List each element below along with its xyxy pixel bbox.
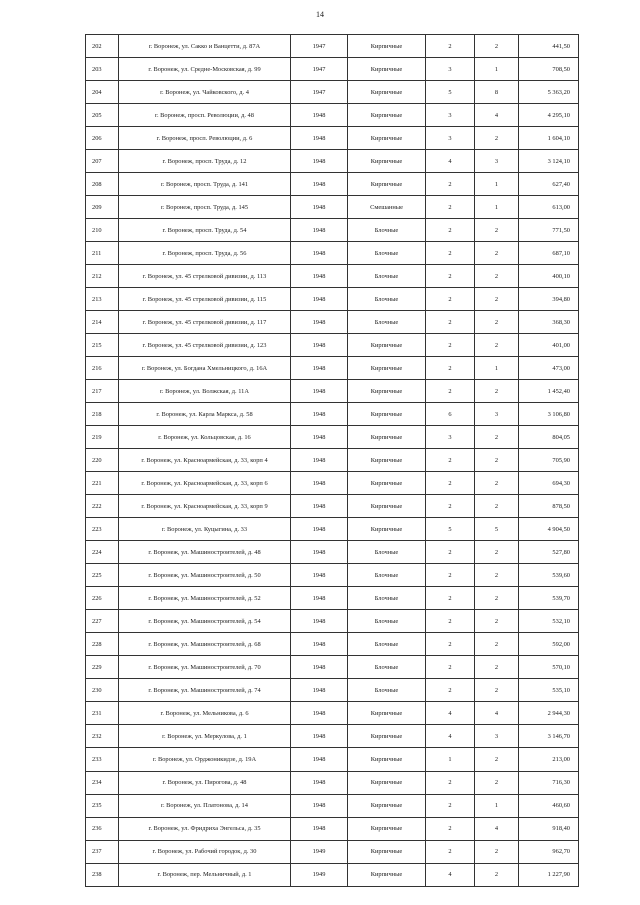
row-number-cell: 219 bbox=[86, 426, 119, 449]
wall-material-cell: Кирпичные bbox=[348, 863, 426, 886]
cost-cell: 4 295,10 bbox=[519, 104, 579, 127]
floors-cell: 2 bbox=[426, 771, 475, 794]
floors-cell: 2 bbox=[426, 380, 475, 403]
wall-material-cell: Кирпичные bbox=[348, 748, 426, 771]
table-row bbox=[86, 403, 579, 426]
table-row bbox=[86, 242, 579, 265]
year-cell: 1948 bbox=[291, 357, 348, 380]
year-cell: 1948 bbox=[291, 403, 348, 426]
address-cell: г. Воронеж, ул. Платонова, д. 14 bbox=[119, 794, 291, 817]
year-cell: 1948 bbox=[291, 817, 348, 840]
table-row bbox=[86, 288, 579, 311]
year-cell: 1949 bbox=[291, 863, 348, 886]
floors-cell: 3 bbox=[426, 104, 475, 127]
wall-material-cell: Кирпичные bbox=[348, 817, 426, 840]
entrances-cell: 3 bbox=[475, 725, 519, 748]
address-cell: г. Воронеж, ул. Мельникова, д. 6 bbox=[119, 702, 291, 725]
year-cell: 1948 bbox=[291, 748, 348, 771]
floors-cell: 2 bbox=[426, 288, 475, 311]
wall-material-cell: Блочные bbox=[348, 311, 426, 334]
cost-cell: 3 124,10 bbox=[519, 150, 579, 173]
wall-material-cell: Кирпичные bbox=[348, 150, 426, 173]
entrances-cell: 2 bbox=[475, 495, 519, 518]
entrances-cell: 4 bbox=[475, 104, 519, 127]
floors-cell: 2 bbox=[426, 311, 475, 334]
cost-cell: 460,60 bbox=[519, 794, 579, 817]
floors-cell: 2 bbox=[426, 633, 475, 656]
table-row bbox=[86, 794, 579, 817]
year-cell: 1948 bbox=[291, 541, 348, 564]
entrances-cell: 2 bbox=[475, 587, 519, 610]
address-cell: г. Воронеж, ул. Пирогова, д. 48 bbox=[119, 771, 291, 794]
floors-cell: 4 bbox=[426, 702, 475, 725]
row-number-cell: 234 bbox=[86, 771, 119, 794]
year-cell: 1948 bbox=[291, 380, 348, 403]
row-number-cell: 217 bbox=[86, 380, 119, 403]
table-row bbox=[86, 633, 579, 656]
entrances-cell: 2 bbox=[475, 288, 519, 311]
address-cell: г. Воронеж, ул. Сакко и Ванцетти, д. 87А bbox=[119, 35, 291, 58]
wall-material-cell: Кирпичные bbox=[348, 794, 426, 817]
entrances-cell: 3 bbox=[475, 403, 519, 426]
cost-cell: 535,10 bbox=[519, 679, 579, 702]
table-row bbox=[86, 863, 579, 886]
cost-cell: 1 604,10 bbox=[519, 127, 579, 150]
cost-cell: 368,30 bbox=[519, 311, 579, 334]
address-cell: г. Воронеж, ул. Волжская, д. 11А bbox=[119, 380, 291, 403]
year-cell: 1948 bbox=[291, 472, 348, 495]
entrances-cell: 4 bbox=[475, 817, 519, 840]
table-row bbox=[86, 104, 579, 127]
entrances-cell: 2 bbox=[475, 610, 519, 633]
row-number-cell: 203 bbox=[86, 58, 119, 81]
entrances-cell: 2 bbox=[475, 449, 519, 472]
row-number-cell: 210 bbox=[86, 219, 119, 242]
year-cell: 1948 bbox=[291, 610, 348, 633]
wall-material-cell: Кирпичные bbox=[348, 771, 426, 794]
row-number-cell: 224 bbox=[86, 541, 119, 564]
row-number-cell: 238 bbox=[86, 863, 119, 886]
table-row bbox=[86, 219, 579, 242]
table-row bbox=[86, 495, 579, 518]
floors-cell: 2 bbox=[426, 242, 475, 265]
row-number-cell: 220 bbox=[86, 449, 119, 472]
wall-material-cell: Кирпичные bbox=[348, 58, 426, 81]
year-cell: 1948 bbox=[291, 449, 348, 472]
cost-cell: 1 452,40 bbox=[519, 380, 579, 403]
address-cell: г. Воронеж, ул. Машиностроителей, д. 68 bbox=[119, 633, 291, 656]
table-row bbox=[86, 725, 579, 748]
year-cell: 1948 bbox=[291, 311, 348, 334]
table-row bbox=[86, 173, 579, 196]
floors-cell: 2 bbox=[426, 35, 475, 58]
table-row bbox=[86, 679, 579, 702]
floors-cell: 5 bbox=[426, 81, 475, 104]
wall-material-cell: Кирпичные bbox=[348, 472, 426, 495]
row-number-cell: 215 bbox=[86, 334, 119, 357]
cost-cell: 3 106,80 bbox=[519, 403, 579, 426]
entrances-cell: 2 bbox=[475, 219, 519, 242]
floors-cell: 5 bbox=[426, 518, 475, 541]
address-cell: г. Воронеж, ул. Красноармейская, д. 33, корп 9 bbox=[119, 495, 291, 518]
wall-material-cell: Блочные bbox=[348, 541, 426, 564]
cost-cell: 4 904,50 bbox=[519, 518, 579, 541]
cost-cell: 918,40 bbox=[519, 817, 579, 840]
entrances-cell: 1 bbox=[475, 794, 519, 817]
entrances-cell: 2 bbox=[475, 679, 519, 702]
year-cell: 1948 bbox=[291, 518, 348, 541]
entrances-cell: 2 bbox=[475, 633, 519, 656]
wall-material-cell: Блочные bbox=[348, 242, 426, 265]
year-cell: 1948 bbox=[291, 633, 348, 656]
address-cell: г. Воронеж, ул. Фридриха Энгельса, д. 35 bbox=[119, 817, 291, 840]
year-cell: 1948 bbox=[291, 104, 348, 127]
wall-material-cell: Кирпичные bbox=[348, 725, 426, 748]
floors-cell: 2 bbox=[426, 472, 475, 495]
cost-cell: 1 227,90 bbox=[519, 863, 579, 886]
cost-cell: 716,30 bbox=[519, 771, 579, 794]
entrances-cell: 2 bbox=[475, 656, 519, 679]
wall-material-cell: Кирпичные bbox=[348, 702, 426, 725]
row-number-cell: 229 bbox=[86, 656, 119, 679]
cost-cell: 473,00 bbox=[519, 357, 579, 380]
row-number-cell: 230 bbox=[86, 679, 119, 702]
row-number-cell: 235 bbox=[86, 794, 119, 817]
floors-cell: 3 bbox=[426, 58, 475, 81]
wall-material-cell: Кирпичные bbox=[348, 35, 426, 58]
address-cell: г. Воронеж, просп. Революции, д. 48 bbox=[119, 104, 291, 127]
floors-cell: 2 bbox=[426, 817, 475, 840]
year-cell: 1947 bbox=[291, 35, 348, 58]
table-row bbox=[86, 127, 579, 150]
address-cell: г. Воронеж, ул. Красноармейская, д. 33, корп 6 bbox=[119, 472, 291, 495]
address-cell: г. Воронеж, ул. Карла Маркса, д. 58 bbox=[119, 403, 291, 426]
table-row bbox=[86, 426, 579, 449]
row-number-cell: 228 bbox=[86, 633, 119, 656]
floors-cell: 2 bbox=[426, 610, 475, 633]
address-cell: г. Воронеж, ул. Машиностроителей, д. 74 bbox=[119, 679, 291, 702]
address-cell: г. Воронеж, ул. Машиностроителей, д. 54 bbox=[119, 610, 291, 633]
wall-material-cell: Кирпичные bbox=[348, 380, 426, 403]
row-number-cell: 222 bbox=[86, 495, 119, 518]
cost-cell: 213,00 bbox=[519, 748, 579, 771]
entrances-cell: 5 bbox=[475, 518, 519, 541]
floors-cell: 3 bbox=[426, 426, 475, 449]
year-cell: 1948 bbox=[291, 173, 348, 196]
table-row bbox=[86, 449, 579, 472]
entrances-cell: 2 bbox=[475, 426, 519, 449]
address-cell: г. Воронеж, ул. Машиностроителей, д. 48 bbox=[119, 541, 291, 564]
entrances-cell: 2 bbox=[475, 564, 519, 587]
entrances-cell: 2 bbox=[475, 127, 519, 150]
floors-cell: 1 bbox=[426, 748, 475, 771]
cost-cell: 708,50 bbox=[519, 58, 579, 81]
table-row bbox=[86, 35, 579, 58]
address-cell: г. Воронеж, просп. Труда, д. 56 bbox=[119, 242, 291, 265]
table-body bbox=[86, 35, 579, 887]
address-cell: г. Воронеж, пер. Мельничный, д. 1 bbox=[119, 863, 291, 886]
table-row bbox=[86, 380, 579, 403]
row-number-cell: 216 bbox=[86, 357, 119, 380]
address-cell: г. Воронеж, просп. Труда, д. 145 bbox=[119, 196, 291, 219]
row-number-cell: 223 bbox=[86, 518, 119, 541]
year-cell: 1948 bbox=[291, 334, 348, 357]
year-cell: 1947 bbox=[291, 81, 348, 104]
entrances-cell: 1 bbox=[475, 58, 519, 81]
floors-cell: 2 bbox=[426, 679, 475, 702]
year-cell: 1948 bbox=[291, 196, 348, 219]
row-number-cell: 236 bbox=[86, 817, 119, 840]
wall-material-cell: Блочные bbox=[348, 288, 426, 311]
wall-material-cell: Блочные bbox=[348, 587, 426, 610]
floors-cell: 2 bbox=[426, 656, 475, 679]
address-cell: г. Воронеж, ул. 45 стрелковой дивизии, д. 113 bbox=[119, 265, 291, 288]
address-cell: г. Воронеж, просп. Революции, д. 6 bbox=[119, 127, 291, 150]
cost-cell: 962,70 bbox=[519, 840, 579, 863]
wall-material-cell: Кирпичные bbox=[348, 104, 426, 127]
housing-registry-table bbox=[85, 34, 579, 887]
cost-cell: 694,30 bbox=[519, 472, 579, 495]
table-row bbox=[86, 334, 579, 357]
address-cell: г. Воронеж, просп. Труда, д. 54 bbox=[119, 219, 291, 242]
floors-cell: 2 bbox=[426, 219, 475, 242]
table-row bbox=[86, 702, 579, 725]
wall-material-cell: Блочные bbox=[348, 633, 426, 656]
wall-material-cell: Блочные bbox=[348, 610, 426, 633]
cost-cell: 539,60 bbox=[519, 564, 579, 587]
row-number-cell: 237 bbox=[86, 840, 119, 863]
floors-cell: 2 bbox=[426, 495, 475, 518]
row-number-cell: 232 bbox=[86, 725, 119, 748]
address-cell: г. Воронеж, ул. Машиностроителей, д. 50 bbox=[119, 564, 291, 587]
cost-cell: 5 363,20 bbox=[519, 81, 579, 104]
entrances-cell: 3 bbox=[475, 150, 519, 173]
address-cell: г. Воронеж, ул. Куцыгина, д. 33 bbox=[119, 518, 291, 541]
address-cell: г. Воронеж, ул. Красноармейская, д. 33, корп 4 bbox=[119, 449, 291, 472]
wall-material-cell: Кирпичные bbox=[348, 449, 426, 472]
year-cell: 1948 bbox=[291, 656, 348, 679]
cost-cell: 532,10 bbox=[519, 610, 579, 633]
cost-cell: 2 944,30 bbox=[519, 702, 579, 725]
cost-cell: 705,90 bbox=[519, 449, 579, 472]
address-cell: г. Воронеж, ул. Машиностроителей, д. 52 bbox=[119, 587, 291, 610]
entrances-cell: 1 bbox=[475, 196, 519, 219]
floors-cell: 2 bbox=[426, 840, 475, 863]
table-row bbox=[86, 58, 579, 81]
year-cell: 1948 bbox=[291, 771, 348, 794]
row-number-cell: 202 bbox=[86, 35, 119, 58]
year-cell: 1948 bbox=[291, 426, 348, 449]
wall-material-cell: Блочные bbox=[348, 656, 426, 679]
cost-cell: 539,70 bbox=[519, 587, 579, 610]
wall-material-cell: Кирпичные bbox=[348, 426, 426, 449]
year-cell: 1948 bbox=[291, 150, 348, 173]
row-number-cell: 208 bbox=[86, 173, 119, 196]
wall-material-cell: Кирпичные bbox=[348, 173, 426, 196]
table-row bbox=[86, 150, 579, 173]
address-cell: г. Воронеж, ул. Кольцовская, д. 16 bbox=[119, 426, 291, 449]
row-number-cell: 212 bbox=[86, 265, 119, 288]
row-number-cell: 218 bbox=[86, 403, 119, 426]
wall-material-cell: Смешанные bbox=[348, 196, 426, 219]
wall-material-cell: Кирпичные bbox=[348, 495, 426, 518]
wall-material-cell: Кирпичные bbox=[348, 127, 426, 150]
row-number-cell: 213 bbox=[86, 288, 119, 311]
floors-cell: 2 bbox=[426, 265, 475, 288]
year-cell: 1948 bbox=[291, 725, 348, 748]
wall-material-cell: Блочные bbox=[348, 265, 426, 288]
cost-cell: 570,10 bbox=[519, 656, 579, 679]
entrances-cell: 1 bbox=[475, 357, 519, 380]
cost-cell: 3 146,70 bbox=[519, 725, 579, 748]
row-number-cell: 211 bbox=[86, 242, 119, 265]
address-cell: г. Воронеж, просп. Труда, д. 141 bbox=[119, 173, 291, 196]
entrances-cell: 2 bbox=[475, 472, 519, 495]
cost-cell: 400,10 bbox=[519, 265, 579, 288]
row-number-cell: 207 bbox=[86, 150, 119, 173]
address-cell: г. Воронеж, ул. Чайковского, д. 4 bbox=[119, 81, 291, 104]
entrances-cell: 8 bbox=[475, 81, 519, 104]
table-row bbox=[86, 265, 579, 288]
year-cell: 1948 bbox=[291, 587, 348, 610]
year-cell: 1948 bbox=[291, 679, 348, 702]
entrances-cell: 2 bbox=[475, 380, 519, 403]
cost-cell: 613,00 bbox=[519, 196, 579, 219]
table-row bbox=[86, 472, 579, 495]
cost-cell: 401,00 bbox=[519, 334, 579, 357]
cost-cell: 527,80 bbox=[519, 541, 579, 564]
cost-cell: 441,50 bbox=[519, 35, 579, 58]
wall-material-cell: Блочные bbox=[348, 564, 426, 587]
row-number-cell: 227 bbox=[86, 610, 119, 633]
address-cell: г. Воронеж, ул. Меркулова, д. 1 bbox=[119, 725, 291, 748]
table-row bbox=[86, 81, 579, 104]
table-row bbox=[86, 771, 579, 794]
year-cell: 1948 bbox=[291, 127, 348, 150]
floors-cell: 2 bbox=[426, 564, 475, 587]
entrances-cell: 2 bbox=[475, 748, 519, 771]
wall-material-cell: Кирпичные bbox=[348, 403, 426, 426]
wall-material-cell: Кирпичные bbox=[348, 840, 426, 863]
table-row bbox=[86, 610, 579, 633]
entrances-cell: 2 bbox=[475, 863, 519, 886]
address-cell: г. Воронеж, ул. Машиностроителей, д. 70 bbox=[119, 656, 291, 679]
address-cell: г. Воронеж, ул. Рабочий городок, д. 30 bbox=[119, 840, 291, 863]
address-cell: г. Воронеж, просп. Труда, д. 12 bbox=[119, 150, 291, 173]
year-cell: 1948 bbox=[291, 242, 348, 265]
floors-cell: 2 bbox=[426, 334, 475, 357]
entrances-cell: 2 bbox=[475, 311, 519, 334]
address-cell: г. Воронеж, ул. 45 стрелковой дивизии, д. 117 bbox=[119, 311, 291, 334]
address-cell: г. Воронеж, ул. 45 стрелковой дивизии, д. 123 bbox=[119, 334, 291, 357]
year-cell: 1948 bbox=[291, 702, 348, 725]
cost-cell: 394,80 bbox=[519, 288, 579, 311]
year-cell: 1948 bbox=[291, 219, 348, 242]
floors-cell: 2 bbox=[426, 449, 475, 472]
year-cell: 1947 bbox=[291, 58, 348, 81]
year-cell: 1948 bbox=[291, 265, 348, 288]
table-row bbox=[86, 357, 579, 380]
wall-material-cell: Блочные bbox=[348, 679, 426, 702]
year-cell: 1948 bbox=[291, 288, 348, 311]
row-number-cell: 209 bbox=[86, 196, 119, 219]
wall-material-cell: Кирпичные bbox=[348, 518, 426, 541]
cost-cell: 627,40 bbox=[519, 173, 579, 196]
table-row bbox=[86, 840, 579, 863]
entrances-cell: 2 bbox=[475, 840, 519, 863]
row-number-cell: 226 bbox=[86, 587, 119, 610]
row-number-cell: 205 bbox=[86, 104, 119, 127]
year-cell: 1948 bbox=[291, 794, 348, 817]
year-cell: 1948 bbox=[291, 495, 348, 518]
row-number-cell: 204 bbox=[86, 81, 119, 104]
cost-cell: 771,50 bbox=[519, 219, 579, 242]
cost-cell: 878,50 bbox=[519, 495, 579, 518]
row-number-cell: 214 bbox=[86, 311, 119, 334]
address-cell: г. Воронеж, ул. Орджоникидзе, д. 19А bbox=[119, 748, 291, 771]
floors-cell: 2 bbox=[426, 173, 475, 196]
floors-cell: 6 bbox=[426, 403, 475, 426]
table-row bbox=[86, 541, 579, 564]
year-cell: 1948 bbox=[291, 564, 348, 587]
table-row bbox=[86, 587, 579, 610]
entrances-cell: 4 bbox=[475, 702, 519, 725]
entrances-cell: 2 bbox=[475, 771, 519, 794]
entrances-cell: 2 bbox=[475, 35, 519, 58]
table-row bbox=[86, 311, 579, 334]
table-row bbox=[86, 564, 579, 587]
row-number-cell: 231 bbox=[86, 702, 119, 725]
wall-material-cell: Кирпичные bbox=[348, 81, 426, 104]
floors-cell: 3 bbox=[426, 127, 475, 150]
address-cell: г. Воронеж, ул. Средне-Московская, д. 99 bbox=[119, 58, 291, 81]
table-row bbox=[86, 817, 579, 840]
row-number-cell: 233 bbox=[86, 748, 119, 771]
page-number: 14 bbox=[316, 10, 324, 19]
entrances-cell: 1 bbox=[475, 173, 519, 196]
floors-cell: 2 bbox=[426, 794, 475, 817]
floors-cell: 2 bbox=[426, 587, 475, 610]
row-number-cell: 206 bbox=[86, 127, 119, 150]
entrances-cell: 2 bbox=[475, 541, 519, 564]
floors-cell: 4 bbox=[426, 863, 475, 886]
table-row bbox=[86, 656, 579, 679]
cost-cell: 687,10 bbox=[519, 242, 579, 265]
row-number-cell: 225 bbox=[86, 564, 119, 587]
entrances-cell: 2 bbox=[475, 265, 519, 288]
cost-cell: 592,00 bbox=[519, 633, 579, 656]
cost-cell: 804,05 bbox=[519, 426, 579, 449]
row-number-cell: 221 bbox=[86, 472, 119, 495]
wall-material-cell: Блочные bbox=[348, 219, 426, 242]
floors-cell: 4 bbox=[426, 725, 475, 748]
address-cell: г. Воронеж, ул. 45 стрелковой дивизии, д. 115 bbox=[119, 288, 291, 311]
table-row bbox=[86, 196, 579, 219]
wall-material-cell: Кирпичные bbox=[348, 357, 426, 380]
entrances-cell: 2 bbox=[475, 334, 519, 357]
entrances-cell: 2 bbox=[475, 242, 519, 265]
table-row bbox=[86, 748, 579, 771]
year-cell: 1949 bbox=[291, 840, 348, 863]
floors-cell: 4 bbox=[426, 150, 475, 173]
wall-material-cell: Кирпичные bbox=[348, 334, 426, 357]
table-row bbox=[86, 518, 579, 541]
floors-cell: 2 bbox=[426, 541, 475, 564]
address-cell: г. Воронеж, ул. Богдана Хмельницкого, д. 16А bbox=[119, 357, 291, 380]
floors-cell: 2 bbox=[426, 196, 475, 219]
floors-cell: 2 bbox=[426, 357, 475, 380]
